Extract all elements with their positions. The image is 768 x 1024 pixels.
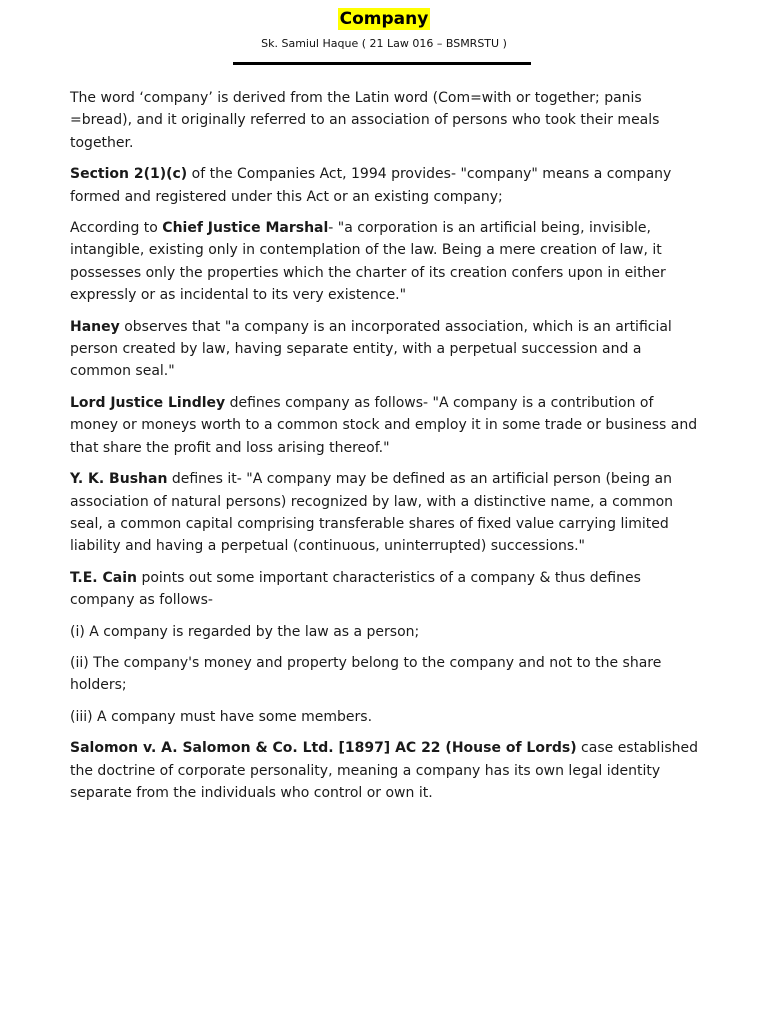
paragraph-bold-term: Haney — [70, 318, 120, 335]
paragraph-lindley: Lord Justice Lindley defines company as follows- "A company is a contribution of money or moneys worth to a common stock and employ it in some trade or business and that share the profit and loss arising thereof." — [70, 394, 698, 456]
paragraph-bushan: Y. K. Bushan defines it- "A company may be defined as an artificial person (being an association of natural persons) recognized by law, with a distinctive name, a common seal, a common capital comprising transferable shares of fixed value carrying limited liability and having a perpetual (continuous, uninterrupted) successions." — [70, 471, 674, 555]
document-body — [70, 87, 698, 813]
paragraph-etymology: The word ‘company’ is derived from the Latin word (Com=with or together; panis =bread), and it originally referred to an association of persons who took their meals together. — [70, 90, 660, 151]
paragraph-bold-term: Section 2(1)(c) — [70, 166, 188, 183]
list-item-characteristic-1: (i) A company is regarded by the law as a person; — [70, 623, 420, 640]
paragraph-bold-term: Chief Justice Marshal — [162, 220, 329, 237]
paragraph-bold-term: T.E. Cain — [70, 569, 137, 586]
header-divider — [233, 62, 531, 65]
paragraph-bold-term: Lord Justice Lindley — [70, 394, 226, 411]
list-item-characteristic-3: (iii) A company must have some members. — [70, 708, 373, 725]
document-header — [0, 8, 768, 51]
paragraph-salomon-case: Salomon v. A. Salomon & Co. Ltd. [1897] AC 22 (House of Lords) case established the doctrine of corporate personality, meaning a company has its own legal identity separate from the individuals who control or own it. — [70, 740, 699, 801]
author-line: Sk. Samiul Haque ( 21 Law 016 – BSMRSTU ) — [261, 37, 507, 50]
paragraph-cain: T.E. Cain points out some important characteristics of a company & thus defines company as follows- — [70, 569, 641, 609]
document-title: Company — [339, 9, 429, 29]
paragraph-haney: Haney observes that "a company is an incorporated association, which is an artificial person created by law, having separate entity, with a perpetual succession and a common seal." — [70, 318, 672, 380]
paragraph-chief-justice-marshal: According to Chief Justice Marshal- "a corporation is an artificial being, invisible, intangible, existing only in contemplation of the law. Being a mere creation of law, it possesses only the properties which the charter of its creation confers upon in either expressly or as incidental to its very existence." — [70, 220, 666, 304]
paragraph-bold-term: Y. K. Bushan — [70, 471, 168, 488]
list-item-characteristic-2: (ii) The company's money and property belong to the company and not to the share holders; — [70, 654, 662, 694]
paragraph-section-definition: Section 2(1)(c) of the Companies Act, 1994 provides- "company" means a company formed and registered under this Act or an existing company; — [70, 166, 672, 205]
paragraph-bold-term: Salomon v. A. Salomon & Co. Ltd. [1897] AC 22 (House of Lords) — [70, 740, 577, 757]
